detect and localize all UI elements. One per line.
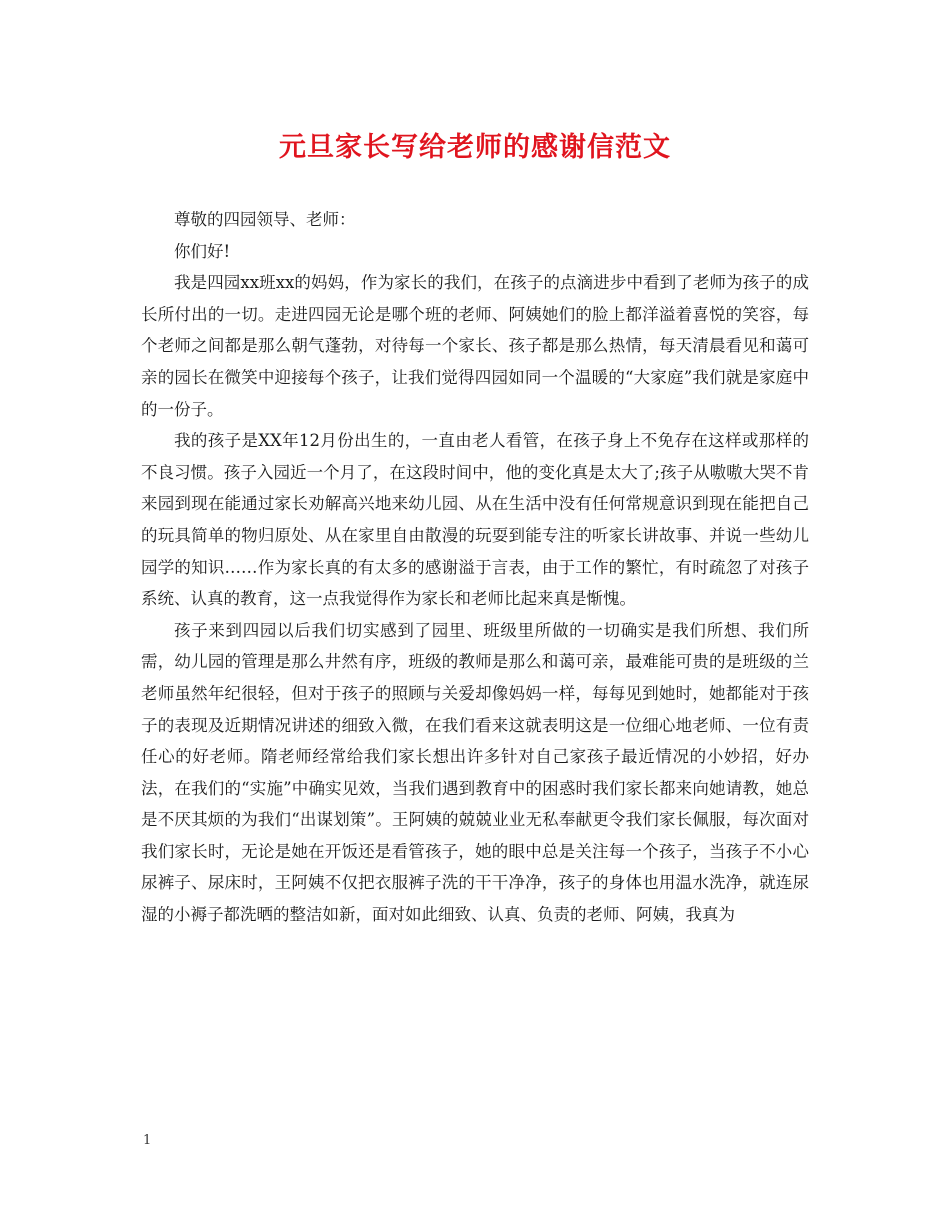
page-number: 1 — [143, 1133, 152, 1148]
letter-body — [141, 204, 809, 931]
paragraph-2: 我的孩子是XX年12月份出生的，一直由老人看管，在孩子身上不免存在这样或那样的不良习惯。孩子入园近一个月了，在这段时间中，他的变化真是太大了;孩子从嗷嗷大哭不肯来园到现在能通过家长劝解高兴地来幼儿园、从在生活中没有任何常规意识到现在能把自己的玩具简单的物归原处、从在家里自由散漫的玩耍到能专注的听家长讲故事、并说一些幼儿园学的知识……作为家长真的有太多的感谢溢于言表，由于工作的繁忙，有时疏忽了对孩子系统、认真的教育，这一点我觉得作为家长和老师比起来真是惭愧。 — [141, 431, 809, 609]
paragraph-3: 孩子来到四园以后我们切实感到了园里、班级里所做的一切确实是我们所想、我们所需，幼儿园的管理是那么井然有序，班级的教师是那么和蔼可亲，最难能可贵的是班级的兰老师虽然年纪很轻，但对于孩子的照顾与关爱却像妈妈一样，每每见到她时，她都能对于孩子的表现及近期情况讲述的细致入微，在我们看来这就表明这是一位细心地老师、一位有责任心的好老师。隋老师经常给我们家长想出许多针对自己家孩子最近情况的小妙招，好办法，在我们的“实施”中确实见效，当我们遇到教育中的困惑时我们家长都来向她请教，她总是不厌其烦的为我们“出谋划策”。王阿姨的兢兢业业无私奉献更令我们家长佩服，每次面对我们家长时，无论是她在开饭还是看管孩子，她的眼中总是关注每一个孩子，当孩子不小心尿裤子、尿床时，王阿姨不仅把衣服裤子洗的干干净净，孩子的身体也用温水洗净，就连尿湿的小褥子都洗晒的整洁如新，面对如此细致、认真、负责的老师、阿姨，我真为 — [141, 620, 809, 925]
greeting: 你们好! — [174, 241, 231, 261]
document-title: 元旦家长写给老师的感谢信范文 — [279, 132, 671, 163]
salutation: 尊敬的四园领导、老师： — [174, 210, 356, 229]
paragraph-1: 我是四园xx班xx的妈妈，作为家长的我们，在孩子的点滴进步中看到了老师为孩子的成长所付出的一切。走进四园无论是哪个班的老师、阿姨她们的脸上都洋溢着喜悦的笑容，每个老师之间都是那么朝气蓬勃，对待每一个家长、孩子都是那么热情，每天清晨看见和蔼可亲的园长在微笑中迎接每个孩子，让我们觉得四园如同一个温暖的“大家庭”我们就是家庭中的一份子。 — [141, 273, 809, 419]
